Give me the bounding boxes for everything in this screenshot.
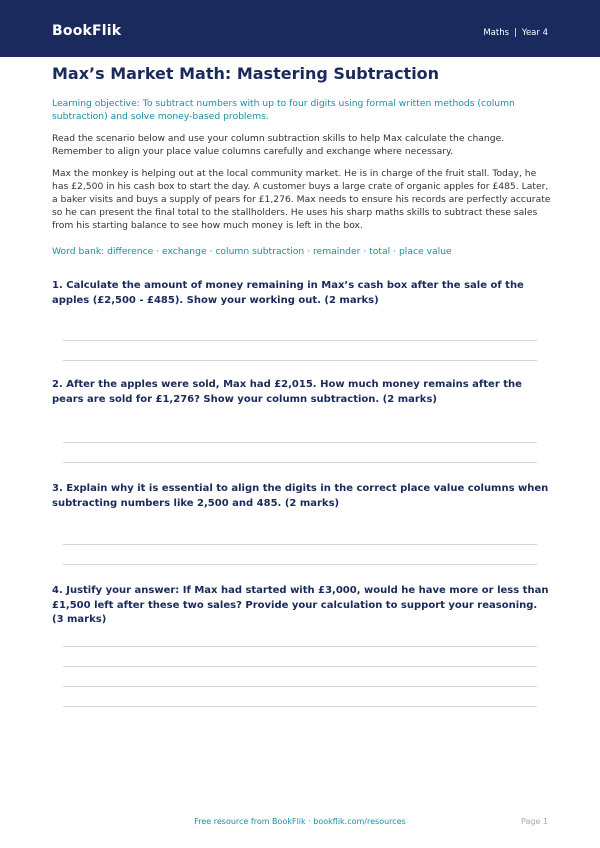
subject-label: Maths: [483, 28, 510, 38]
page-number: Page 1: [521, 817, 548, 826]
answer-line[interactable]: [63, 706, 537, 707]
answer-line[interactable]: [63, 462, 537, 463]
word-bank: Word bank: difference · exchange · column subtraction · remainder · total · place value: [52, 246, 452, 257]
worksheet-title: Max’s Market Math: Mastering Subtraction: [52, 64, 440, 83]
question-1: 1. Calculate the amount of money remaining in Max’s cash box after the sale of the apples (£2,500 - £485). Show your working out. (2 marks): [52, 280, 524, 306]
answer-line[interactable]: [63, 340, 537, 341]
question-2: 2. After the apples were sold, Max had £2,015. How much money remains after the pears are sold for £1,276? Show your column subtraction. (2 marks): [52, 379, 522, 405]
year-label: Year 4: [521, 28, 548, 38]
answer-line[interactable]: [63, 360, 537, 361]
meta-separator: |: [514, 28, 517, 38]
page-header: [0, 0, 600, 57]
brand-logo: BookFlik: [52, 23, 122, 39]
scenario-paragraph: Max the monkey is helping out at the local community market. He is in charge of the fruit stall. Today, he has £2,500 in his cash box to start the day. A customer buys a large crate of organic apples for £485. Later, a baker visits and buys a supply of pears for £1,276. Max needs to ensure his records are perfectly accurate so he can present the final total to the stallholders. He uses his sharp maths skills to subtract these sales from his starting balance to see how much money is left in the box.: [52, 168, 551, 231]
subject-year-label: [483, 28, 548, 38]
footer-link[interactable]: Free resource from BookFlik · bookflik.com/resources: [194, 817, 406, 826]
answer-line[interactable]: [63, 442, 537, 443]
answer-line[interactable]: [63, 686, 537, 687]
answer-line[interactable]: [63, 646, 537, 647]
instructions-paragraph: Read the scenario below and use your column subtraction skills to help Max calculate the change. Remember to align your place value columns carefully and exchange where necessary.: [52, 133, 505, 157]
question-3: 3. Explain why it is essential to align the digits in the correct place value columns when subtracting numbers like 2,500 and 485. (2 marks): [52, 483, 549, 509]
learning-objective: Learning objective: To subtract numbers with up to four digits using formal written methods (column subtraction) and solve money-based problems.: [52, 98, 515, 122]
answer-line[interactable]: [63, 666, 537, 667]
answer-line[interactable]: [63, 544, 537, 545]
question-4: 4. Justify your answer: If Max had started with £3,000, would he have more or less than £1,500 left after these two sales? Provide your calculation to support your reasoning. (3 marks): [52, 585, 549, 625]
answer-line[interactable]: [63, 564, 537, 565]
